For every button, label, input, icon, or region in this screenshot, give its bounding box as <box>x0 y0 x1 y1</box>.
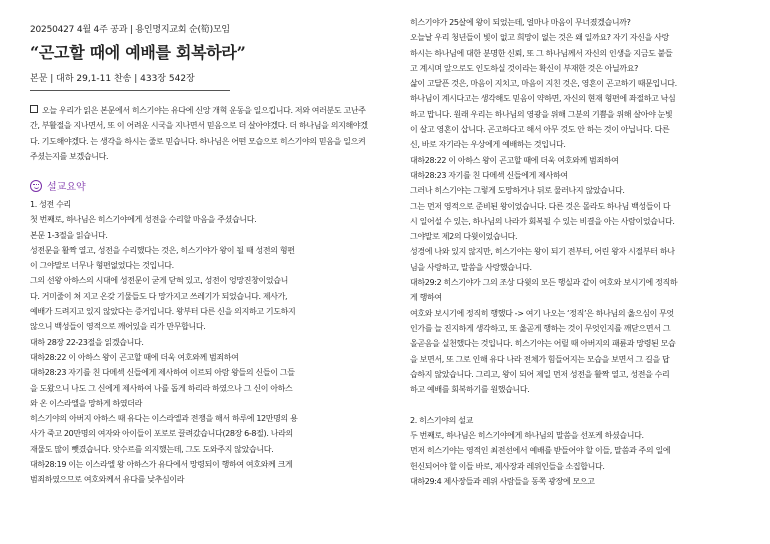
intro-paragraph <box>30 103 374 164</box>
text-line: 헌신되어야 할 이들 바로, 제사장과 레위인들을 소집합니다. <box>410 461 605 471</box>
text-line: 범죄하였으므로 여호와께서 유다를 낮추심이라 <box>30 475 185 485</box>
text-line: 첫 번째로, 하나님은 히스기야에게 성전을 수리할 마음을 주셨습니다. <box>30 215 257 225</box>
text-line: 대하28:22 이 아하스 왕이 곤고할 때에 더욱 여호와께 범죄하여 <box>30 352 239 362</box>
text-line: 올곧음을 실천했다는 것입니다. 히스기야는 어릴 때 아버지의 패륜과 망령된 모습 <box>410 339 676 349</box>
text-line: 성전문을 활짝 열고, 성전을 수리했다는 것은, 히스기야가 왕이 될 때 성전의 형편 <box>30 245 295 255</box>
scripture-hymn-line: 본문 | 대하 29,1-11 찬송 | 433장 542장 <box>30 74 195 84</box>
text-line: 인가를 늘 진지하게 생각하고, 또 옳곧게 행하는 것이 무엇인지를 깨닫으면서 그 <box>410 323 671 333</box>
text-line: 습하지 않았습니다. 그리고, 왕이 되어 제일 먼저 성전을 활짝 열고, 성전을 수리 <box>410 369 670 379</box>
text-line: 대하28:23 자기를 친 다메섹 신들에게 제사하여 이르되 아람 왕들의 신들이 그들 <box>30 368 295 378</box>
text-line: 오늘날 우리 청년들이 빛이 없고 희망이 없는 것은 왜 일까요? 자기 자신을 사랑 <box>410 33 669 43</box>
text-line: 먼저 히스기야는 영적인 최전선에서 예배를 받들어야 할 이들, 말씀과 주의 일에 <box>410 446 671 456</box>
checkbox-square-icon <box>30 105 38 113</box>
text-line: 하고 예배를 회복하기를 원했습니다. <box>410 385 530 395</box>
text-line: 신, 바로 자기라는 우상에게 예배하는 것입니다. <box>410 140 566 150</box>
section-heading <box>30 178 86 193</box>
text-line: 그러나 히스기야는 그렇게 도망하거나 뒤로 물러나지 않았습니다. <box>410 186 625 196</box>
text-line: 하고 맙니다. 원래 우리는 하나님의 영광을 위해 그분의 기쁨을 위해 살아야 눈빛 <box>410 109 673 119</box>
text-line: 사가 죽고 20만명의 여자와 아이들이 포로로 끌려갔습니다(28장 6-8절). 나라의 <box>30 429 293 439</box>
text-line: 히스기야가 25살에 왕이 되었는데, 얼마나 마음이 무너졌겠습니까? <box>410 18 631 27</box>
text-line: 않으니 백성들이 영적으로 깨어있을 리가 만무합니다. <box>30 322 206 332</box>
text-line: 님을 사랑하고, 말씀을 사랑했습니다. <box>410 262 532 272</box>
text-line: 2. 히스기야의 설교 <box>410 415 473 425</box>
text-line: 시 일어설 수 있는, 하나님의 나라가 회복될 수 있는 비결을 아는 사람이었습니다. <box>410 216 675 226</box>
left-body <box>30 197 374 488</box>
text-line: 대하 28장 22-23절을 읽겠습니다. <box>30 337 144 347</box>
text-line: 하시는 하나님에 대한 분명한 신뢰, 또 그 하나님께서 자신의 인생을 지금도 붙들 <box>410 48 673 58</box>
text-line: 여호와 보시기에 정직히 행했다 -> 여기 나오는 ‘정직’은 하나님의 옳으심이 무엇 <box>410 308 674 318</box>
text-line: 그는 먼저 영적으로 준비된 왕이었습니다. 다른 것은 몰라도 하나님 백성들이 다 <box>410 201 671 211</box>
text-line: 대하28:22 이 아하스 왕이 곤고할 때에 더욱 여호와께 범죄하여 <box>410 155 619 165</box>
text-line: 대하28:23 자기를 친 다메섹 신들에게 제사하여 <box>410 170 568 180</box>
text-line: 1. 성전 수리 <box>30 200 71 209</box>
section-heading-label: 설교요약 <box>47 182 86 193</box>
text-line: 다. 거미줄이 쳐 지고 온갖 기물들도 다 망가지고 쓰레기가 되었습니다. 제사가, <box>30 291 288 301</box>
text-line: 대하29:4 제사장들과 레위 사람들을 동쪽 광장에 모으고 <box>410 476 595 486</box>
text-line: 예배가 드려지고 있지 않았다는 증거입니다. 왕부터 다른 신을 의지하고 기도하지 <box>30 307 296 317</box>
divider <box>30 90 230 91</box>
text-line: 히스기야의 아버지 아하스 때 유다는 이스라엘과 전쟁을 해서 하루에 12만명의 용 <box>30 414 298 424</box>
text-line: 이 살고 영혼이 삽니다. 곤고하다고 해서 아무 것도 안 하는 것이 아닙니다. 다른 <box>410 125 670 135</box>
text-line: 삶이 고달픈 것은, 마음이 지치고, 마음이 지친 것은, 영혼이 곤고하기 때문입니다. <box>410 79 677 89</box>
text-line: 대하28:19 이는 이스라엘 왕 아하스가 유다에서 망령되이 행하여 여호와께 크게 <box>30 460 293 470</box>
text-line: 을 보면서, 또 그로 인해 유다 나라 전체가 힘들어지는 모습을 보면서 그 길을 답 <box>410 354 670 364</box>
text-line: 그의 선왕 아하스의 시대에 성전문이 굳게 닫혀 있고, 성전이 엉망진창이었습니 <box>30 276 289 286</box>
right-body <box>410 15 750 489</box>
text-line: 대하29:2 히스기야가 그의 조상 다윗의 모든 행실과 같이 여호와 보시기에 정직하 <box>410 278 678 288</box>
text-line: 하나님이 계시다고는 생각해도 믿음이 약하면, 자신의 현재 형편에 좌절하고 낙심 <box>410 94 676 104</box>
text-line: 두 번째로, 하나님은 히스기야에게 하나님의 말씀을 선포케 하셨습니다. <box>410 431 644 441</box>
blank-line <box>410 397 750 412</box>
text-line: 이 그야말로 너무나 형편없었다는 것입니다. <box>30 261 174 271</box>
text-line: 와 온 이스라엘을 망하게 하였더라 <box>30 398 143 408</box>
text-line: 게 행하여 <box>410 293 442 303</box>
text-line: 을 도왔으니 나도 그 신에게 제사하여 나를 돕게 하리라 하였으나 그 신이 아하스 <box>30 383 293 393</box>
text-line: 성경에 나와 있지 않지만, 히스기야는 왕이 되기 전부터, 어린 왕자 시절부터 하나 <box>410 247 675 257</box>
intro-text: 오늘 우리가 읽은 본문에서 히스기야는 유다에 신앙 개혁 운동을 일으킵니다. 저와 여러분도 고난주간, 부활절을 지나면서, 또 이 어려운 시국을 지나면서 믿음으로 더 살아야겠다. 더 하나님을 의지해야겠다. 기도해야겠다. 는 생각을 하시는 줄로 믿습니다. 하나님은 어떤 모습으로 히스기야의 믿음을 일으켜 주셨는지를 보겠습니다. <box>30 106 368 161</box>
smiley-icon <box>30 180 42 192</box>
text-line: 그야말로 제2의 다윗이었습니다. <box>410 232 518 242</box>
text-line: 고 계시며 앞으로도 인도하실 것이라는 확신이 부재한 것은 아닐까요? <box>410 63 639 73</box>
page-title: “곤고할 때에 예배를 회복하라” <box>30 43 246 62</box>
text-line: 본문 1-3절을 읽습니다. <box>30 230 108 240</box>
text-line: 재물도 많이 뺏겼습니다. 앗수르를 의지했는데, 그도 도와주지 않았습니다. <box>30 444 274 454</box>
header-meta: 20250427 4월 4주 공과 | 용인명지교회 순(筍)모임 <box>30 25 230 35</box>
